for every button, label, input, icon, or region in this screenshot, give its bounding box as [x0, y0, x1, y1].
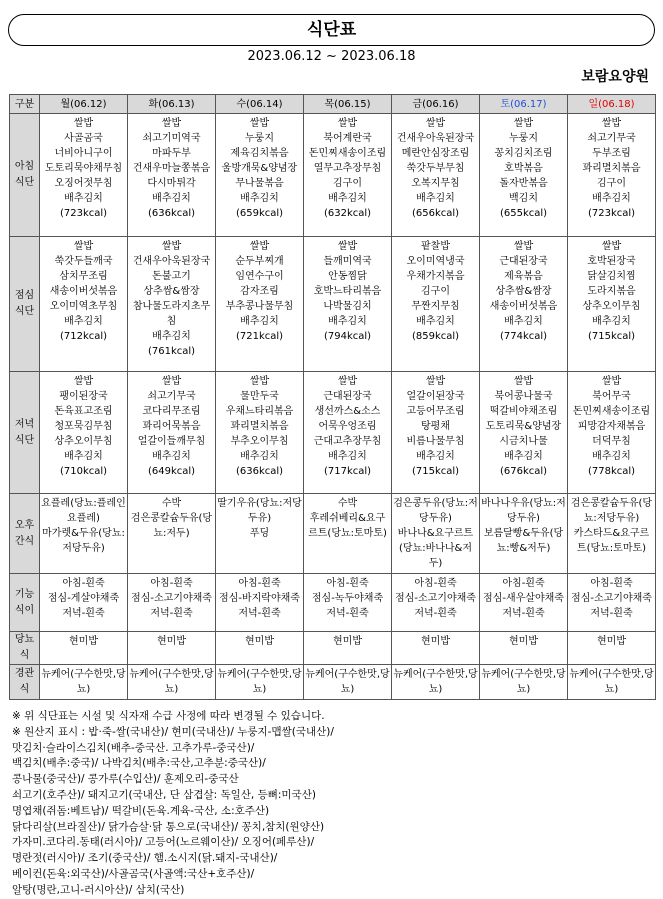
menu-cell [392, 574, 480, 632]
menu-cell [128, 665, 216, 700]
row-label [10, 665, 40, 700]
menu-item: 수박 [337, 498, 358, 509]
menu-item: 쌀밥 [337, 241, 358, 252]
menu-item: 오복지무침 [411, 178, 460, 189]
menu-item: 돈민찌새송이조림 [308, 148, 387, 159]
menu-cell [216, 494, 304, 574]
calorie-value: (774kcal) [499, 331, 548, 342]
menu-item: 호박느타리볶음 [313, 286, 382, 297]
menu-item: 저녁-흰죽 [502, 608, 545, 619]
menu-item: 상추쌈&쌈장 [143, 286, 200, 297]
menu-item: 물만두국 [240, 391, 279, 402]
menu-item: 저녁-흰죽 [326, 608, 369, 619]
menu-item: 김구이 [421, 286, 450, 297]
row-label-line: 식 [19, 650, 30, 661]
menu-cell [216, 632, 304, 665]
menu-item: 저녁-흰죽 [62, 608, 105, 619]
menu-item: 북어무국 [592, 391, 631, 402]
row-label-line: 당뇨 [14, 634, 35, 645]
calorie-value: (632kcal) [323, 208, 372, 219]
menu-cell [304, 665, 392, 700]
menu-item: 어묵우엉조림 [318, 421, 377, 432]
menu-item: 김구이 [333, 178, 362, 189]
organization-name: 보람요양원 [581, 69, 649, 85]
menu-item: 쌀밥 [73, 376, 94, 387]
menu-item: 배추김치 [328, 316, 367, 327]
note-line: 쇠고기(호주산)/ 돼지고기(국내산, 단 삼겹살: 독일산, 등뼈:미국산) [12, 788, 316, 801]
note-line: 닭다리살(브라질산)/ 닭가슴살·닭 통으로(국내산)/ 꽁치,참치(원양산) [12, 820, 325, 833]
menu-item: 배추김치 [328, 451, 367, 462]
menu-item: 제육김치볶음 [230, 148, 289, 159]
menu-item: 바나나&요구르트(당뇨:바나나&저두) [397, 528, 474, 569]
menu-item: 쌀밥 [249, 376, 270, 387]
menu-item: 들깨미역국 [323, 256, 372, 267]
menu-item: 무나물볶음 [235, 178, 284, 189]
menu-cell [392, 372, 480, 494]
header-corner: 구분 [10, 95, 40, 114]
menu-item: 현미밥 [333, 636, 362, 647]
menu-item: 쇠고기무국 [147, 391, 196, 402]
menu-item: 순두부찌개 [235, 256, 284, 267]
menu-item: 배추김치 [416, 193, 455, 204]
menu-item: 점심-녹두야채죽 [311, 593, 384, 604]
header-day-wed: 수(06.14) [216, 95, 304, 114]
row-label-line: 식단 [14, 177, 35, 188]
menu-item: 뉴케어(구수한맛,당뇨) [217, 669, 302, 695]
row-label-line: 식단 [14, 306, 35, 317]
menu-item: 김구이 [597, 178, 626, 189]
menu-cell [216, 665, 304, 700]
note-line: 베이컨(돈육:외국산)/사골곰국(사골액:국산+호주산)/ [12, 867, 255, 880]
row-label [10, 114, 40, 237]
menu-item: 뉴케어(구수한맛,당뇨) [305, 669, 390, 695]
menu-item: 부추콩나물무침 [225, 301, 294, 312]
menu-item: 오이미역초무침 [49, 301, 118, 312]
row-label [10, 372, 40, 494]
menu-item: 배추김치 [504, 316, 543, 327]
menu-item: 탕평채 [421, 421, 450, 432]
menu-item: 꽈리멸치볶음 [230, 421, 289, 432]
menu-cell [304, 114, 392, 237]
note-line: 콩나물(중국산)/ 콩가루(수입산)/ 훈제오리-중국산 [12, 773, 239, 786]
menu-item: 배추김치 [592, 193, 631, 204]
menu-item: 현미밥 [509, 636, 538, 647]
menu-item: 배추김치 [152, 331, 191, 342]
menu-item: 점심-소고기야채죽 [131, 593, 212, 604]
menu-item: 돈육표고조림 [54, 406, 113, 417]
menu-item: 배추김치 [328, 193, 367, 204]
menu-item: 얼갈이된장국 [406, 391, 465, 402]
menu-row-therapeutic-diet [10, 574, 656, 632]
menu-item: 제육볶음 [504, 271, 543, 282]
menu-item: 점심-소고기야채죽 [571, 593, 652, 604]
menu-item: 떡갈비야채조림 [489, 406, 558, 417]
menu-item: 바나나우유(당뇨:저당두유) [481, 498, 566, 524]
menu-item: 쌀밥 [601, 376, 622, 387]
menu-cell [480, 372, 568, 494]
menu-row-tube-feeding [10, 665, 656, 700]
header-day-thu: 목(06.15) [304, 95, 392, 114]
row-label-line: 식이 [14, 604, 35, 616]
menu-item: 현미밥 [157, 636, 186, 647]
menu-item: 쌀밥 [161, 241, 182, 252]
menu-item: 쌀밥 [249, 118, 270, 129]
menu-item: 아침-흰죽 [502, 578, 545, 589]
menu-item: 배추김치 [416, 316, 455, 327]
menu-cell [480, 665, 568, 700]
menu-item: 마파두부 [152, 148, 191, 159]
menu-cell [40, 372, 128, 494]
menu-item: 뉴케어(구수한맛,당뇨) [41, 669, 126, 695]
menu-item: 건새우아욱된장국 [396, 133, 475, 144]
menu-item: 삼치무조림 [59, 271, 108, 282]
menu-item: 울방개묵&양념장 [221, 163, 298, 174]
calorie-value: (723kcal) [587, 208, 636, 219]
menu-item: 비름나물무침 [406, 436, 465, 447]
menu-cell [40, 632, 128, 665]
menu-item: 점심-바지락야채죽 [219, 593, 300, 604]
menu-item: 열무고추장무침 [313, 163, 382, 174]
menu-item: 쌀밥 [601, 118, 622, 129]
header-day-sat: 토(06.17) [480, 95, 568, 114]
calorie-value: (636kcal) [235, 466, 284, 477]
menu-cell [40, 237, 128, 372]
menu-item: 점심-새우살야채죽 [483, 593, 564, 604]
menu-item: 배추김치 [504, 451, 543, 462]
menu-item: 쌀밥 [513, 241, 534, 252]
menu-cell [568, 114, 656, 237]
menu-item: 쌀밥 [513, 118, 534, 129]
menu-item: 고등어무조림 [406, 406, 465, 417]
menu-item: 더덕무침 [592, 436, 631, 447]
menu-cell [304, 372, 392, 494]
menu-item: 근대고추장무침 [313, 436, 382, 447]
menu-item: 요플레(당뇨:플레인요플레) [41, 498, 126, 524]
menu-cell [568, 237, 656, 372]
menu-item: 다시마튀각 [147, 178, 196, 189]
menu-item: 검은콩두유(당뇨:저당두유) [393, 498, 478, 524]
menu-item: 배추김치 [64, 316, 103, 327]
menu-cell [392, 114, 480, 237]
menu-cell [568, 632, 656, 665]
calorie-value: (761kcal) [147, 346, 196, 357]
menu-item: 배추김치 [64, 451, 103, 462]
menu-item: 현미밥 [421, 636, 450, 647]
menu-item: 우채느타리볶음 [225, 406, 294, 417]
calorie-value: (721kcal) [235, 331, 284, 342]
menu-item: 누룽지 [245, 133, 274, 144]
menu-item: 배추김치 [592, 451, 631, 462]
menu-cell [128, 632, 216, 665]
menu-item: 도토리묵&양념장 [485, 421, 562, 432]
menu-item: 쌀밥 [249, 241, 270, 252]
menu-item: 카스타드&요구르트(당뇨:토마토) [573, 528, 650, 554]
menu-item: 뉴케어(구수한맛,당뇨) [129, 669, 214, 695]
calorie-value: (717kcal) [323, 466, 372, 477]
menu-cell [568, 372, 656, 494]
menu-cell [304, 494, 392, 574]
menu-item: 쌀밥 [425, 376, 446, 387]
header-row [10, 95, 656, 114]
row-label [10, 237, 40, 372]
menu-item: 수박 [161, 498, 182, 509]
menu-item: 우채가지볶음 [406, 271, 465, 282]
menu-item: 근대된장국 [323, 391, 372, 402]
row-label-line: 아침 [14, 161, 35, 172]
menu-item: 꽁치김치조림 [494, 148, 553, 159]
calorie-value: (723kcal) [59, 208, 108, 219]
menu-item: 안동찜닭 [328, 271, 367, 282]
menu-cell [40, 114, 128, 237]
menu-item: 북어콩나물국 [494, 391, 553, 402]
calorie-value: (656kcal) [411, 208, 460, 219]
menu-cell [392, 494, 480, 574]
menu-item: 상추쌈&쌈장 [495, 286, 552, 297]
menu-cell [128, 114, 216, 237]
calorie-value: (715kcal) [411, 466, 460, 477]
menu-item: 배추김치 [152, 193, 191, 204]
menu-item: 건새우아욱된장국 [132, 256, 211, 267]
header-day-tue: 화(06.13) [128, 95, 216, 114]
menu-item: 두부조림 [592, 148, 631, 159]
menu-item: 아침-흰죽 [590, 578, 633, 589]
menu-cell [480, 237, 568, 372]
menu-item: 오징어젓무침 [54, 178, 113, 189]
menu-item: 저녁-흰죽 [414, 608, 457, 619]
menu-cell [480, 494, 568, 574]
menu-cell [392, 632, 480, 665]
menu-item: 팥찰밥 [421, 241, 450, 252]
menu-item: 돌자반볶음 [499, 178, 548, 189]
row-label-line: 저녁 [14, 418, 35, 430]
menu-item: 도토리묵야채무침 [44, 163, 123, 174]
menu-item: 현미밥 [245, 636, 274, 647]
menu-item: 쌀밥 [73, 118, 94, 129]
row-label-line: 간식 [14, 535, 35, 547]
menu-item: 팽이된장국 [59, 391, 108, 402]
menu-cell [216, 372, 304, 494]
menu-item: 건새우마늘쫑볶음 [132, 163, 211, 174]
note-line: 백김치(배추:중국)/ 나박김치(배추:국산,고추분:중국산)/ [12, 757, 266, 770]
menu-item: 상추오이무침 [54, 436, 113, 447]
menu-cell [40, 494, 128, 574]
calorie-value: (649kcal) [147, 466, 196, 477]
menu-item: 뉴케어(구수한맛,당뇨) [481, 669, 566, 695]
menu-item: 부추오이무침 [230, 436, 289, 447]
menu-item: 백김치 [509, 193, 538, 204]
menu-item: 배추김치 [240, 451, 279, 462]
menu-item: 검은콩칼슘두유(당뇨:저두) [130, 513, 213, 539]
menu-item: 배추김치 [240, 193, 279, 204]
menu-item: 임연수구이 [235, 271, 284, 282]
menu-item: 호박된장국 [587, 256, 636, 267]
note-line: 명란젓(러시아)/ 조기(중국산)/ 햄.소시지(닭.돼지-국내산)/ [12, 852, 278, 865]
menu-cell [392, 237, 480, 372]
menu-item: 쑥갓두부무침 [406, 163, 465, 174]
menu-item: 저녁-흰죽 [590, 608, 633, 619]
menu-item: 쌀밥 [425, 118, 446, 129]
menu-cell [40, 574, 128, 632]
menu-item: 너비아니구이 [54, 148, 113, 159]
menu-item: 아침-흰죽 [150, 578, 193, 589]
row-label-line: 오후 [14, 519, 35, 531]
calorie-value: (636kcal) [147, 208, 196, 219]
menu-item: 쌀밥 [161, 376, 182, 387]
menu-item: 검은콩칼슘두유(당뇨:저당두유) [570, 498, 653, 524]
note-line: 명엽채(쥐돔:베트남)/ 떡갈비(돈육.계육-국산, 소:호주산) [12, 804, 270, 817]
menu-item: 코다리무조림 [142, 406, 201, 417]
menu-item: 쌀밥 [73, 241, 94, 252]
menu-item: 푸딩 [249, 528, 270, 539]
menu-item: 아침-흰죽 [238, 578, 281, 589]
header-day-fri: 금(06.16) [392, 95, 480, 114]
header-day-mon: 월(06.12) [40, 95, 128, 114]
menu-item: 꽈리어묵볶음 [142, 421, 201, 432]
menu-table [9, 94, 656, 700]
menu-item: 돈민찌새송이조림 [572, 406, 651, 417]
menu-item: 새송이버섯볶음 [489, 301, 558, 312]
menu-item: 쌀밥 [601, 241, 622, 252]
menu-cell [216, 114, 304, 237]
calorie-value: (715kcal) [587, 331, 636, 342]
menu-item: 꽈리멸치볶음 [582, 163, 641, 174]
menu-item: 새송이버섯볶음 [49, 286, 118, 297]
menu-row-lunch [10, 237, 656, 372]
notes-section [12, 709, 652, 899]
menu-item: 쌀밥 [337, 118, 358, 129]
menu-item: 얼갈이들깨무침 [137, 436, 206, 447]
row-label-line: 식 [19, 684, 30, 695]
date-range: 2023.06.12 ~ 2023.06.18 [247, 49, 416, 64]
menu-item: 배추김치 [152, 451, 191, 462]
menu-item: 딸기우유(당뇨:저당두유) [217, 498, 302, 524]
menu-item: 배추김치 [416, 451, 455, 462]
calorie-value: (778kcal) [587, 466, 636, 477]
menu-item: 저녁-흰죽 [150, 608, 193, 619]
menu-item: 점심-게살야채죽 [47, 593, 120, 604]
header-day-sun: 일(06.18) [568, 95, 656, 114]
menu-item: 닭살김치찜 [587, 271, 636, 282]
menu-cell [480, 574, 568, 632]
note-line: 맛김치·슬라이스김치(배추-중국산. 고추가루-중국산)/ [12, 741, 255, 754]
menu-item: 감자조림 [240, 286, 279, 297]
menu-item: 점심-소고기야채죽 [395, 593, 476, 604]
menu-cell [216, 574, 304, 632]
menu-cell [392, 665, 480, 700]
menu-item: 근대된장국 [499, 256, 548, 267]
menu-item: 청포묵김무침 [54, 421, 113, 432]
menu-cell [128, 494, 216, 574]
menu-item: 사골곰국 [64, 133, 103, 144]
calorie-value: (655kcal) [499, 208, 548, 219]
menu-cell [128, 574, 216, 632]
menu-item: 후레쉬베리&요구르트(당뇨:토마토) [308, 513, 387, 539]
calorie-value: (659kcal) [235, 208, 284, 219]
menu-item: 시금치나물 [499, 436, 548, 447]
menu-cell [128, 372, 216, 494]
menu-cell [304, 632, 392, 665]
menu-item: 아침-흰죽 [62, 578, 105, 589]
menu-item: 마가렛&두유(당뇨:저당두유) [42, 528, 125, 554]
menu-item: 생선까스&소스 [314, 406, 381, 417]
menu-cell [128, 237, 216, 372]
menu-row-dinner [10, 372, 656, 494]
menu-item: 상추오이무침 [582, 301, 641, 312]
row-label [10, 494, 40, 574]
menu-item: 쌀밥 [513, 376, 534, 387]
menu-item: 호박볶음 [504, 163, 543, 174]
calorie-value: (794kcal) [323, 331, 372, 342]
menu-cell [480, 632, 568, 665]
calorie-value: (712kcal) [59, 331, 108, 342]
menu-item: 뉴케어(구수한맛,당뇨) [569, 669, 654, 695]
menu-item: 쌀밥 [161, 118, 182, 129]
menu-item: 도라지볶음 [587, 286, 636, 297]
menu-item: 배추김치 [592, 316, 631, 327]
menu-item: 아침-흰죽 [326, 578, 369, 589]
menu-item: 누룽지 [509, 133, 538, 144]
menu-item: 현미밥 [69, 636, 98, 647]
calorie-value: (676kcal) [499, 466, 548, 477]
menu-item: 북어계란국 [323, 133, 372, 144]
menu-item: 나박물김치 [323, 301, 372, 312]
row-label-line: 기능 [14, 588, 35, 600]
menu-cell [480, 114, 568, 237]
menu-item: 보름달빵&두유(당뇨:빵&저두) [483, 528, 564, 554]
menu-item: 메란안심장조림 [401, 148, 470, 159]
menu-row-diabetic-diet [10, 632, 656, 665]
menu-item: 배추김치 [64, 193, 103, 204]
menu-item: 쇠고기무국 [587, 133, 636, 144]
row-label [10, 574, 40, 632]
note-line: ※ 원산지 표시 : 밥·죽-쌀(국내산)/ 현미(국내산)/ 누룽지-맵쌀(국내산)/ [12, 725, 334, 738]
menu-item: 아침-흰죽 [414, 578, 457, 589]
page-title: 식단표 [8, 14, 655, 46]
row-label [10, 632, 40, 665]
menu-row-snack [10, 494, 656, 574]
row-label-line: 식단 [14, 434, 35, 446]
menu-item: 현미밥 [597, 636, 626, 647]
menu-item: 뉴케어(구수한맛,당뇨) [393, 669, 478, 695]
menu-cell [568, 665, 656, 700]
menu-item: 쌀밥 [337, 376, 358, 387]
note-line: 알탕(명란,고니-러시아산)/ 삼치(국산) [12, 883, 185, 896]
calorie-value: (859kcal) [411, 331, 460, 342]
menu-item: 피망감자채볶음 [577, 421, 646, 432]
menu-item: 배추김치 [240, 316, 279, 327]
menu-item: 쑥갓두들깨국 [54, 256, 113, 267]
note-line: 가자미.코다리.동태(러시아)/ 고등어(노르웨이산)/ 오징어(페루산)/ [12, 836, 315, 849]
menu-item: 돈불고기 [152, 271, 191, 282]
menu-cell [304, 574, 392, 632]
menu-cell [40, 665, 128, 700]
row-label-line: 경관 [14, 668, 35, 679]
menu-item: 쇠고기미역국 [142, 133, 201, 144]
note-line: ※ 위 식단표는 시설 및 식자재 수급 사정에 따라 변경될 수 있습니다. [12, 710, 325, 722]
menu-cell [568, 574, 656, 632]
menu-item: 오이미역냉국 [406, 256, 465, 267]
menu-cell [304, 237, 392, 372]
calorie-value: (710kcal) [59, 466, 108, 477]
menu-item: 저녁-흰죽 [238, 608, 281, 619]
menu-item: 무짠지무침 [411, 301, 460, 312]
row-label-line: 점심 [14, 290, 35, 301]
menu-row-breakfast [10, 114, 656, 237]
menu-item: 참나물도라지초무침 [132, 301, 211, 327]
menu-cell [568, 494, 656, 574]
menu-cell [216, 237, 304, 372]
